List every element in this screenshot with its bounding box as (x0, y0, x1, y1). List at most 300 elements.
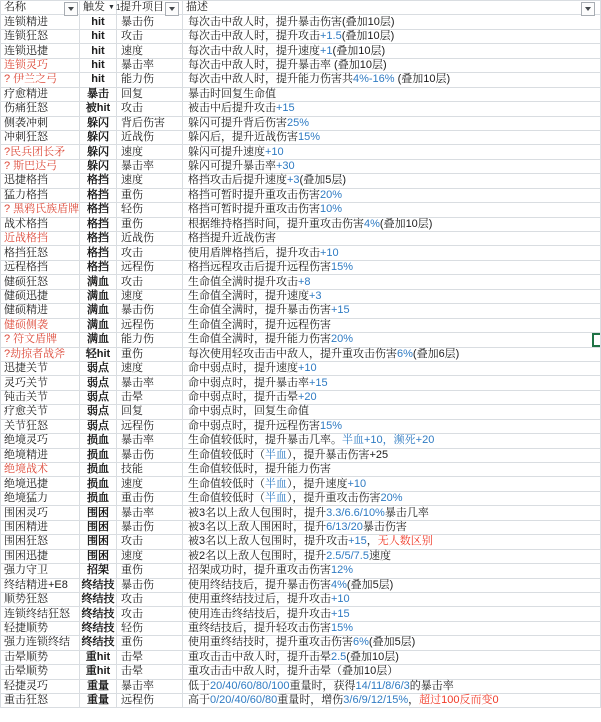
description-cell[interactable] (183, 491, 601, 505)
table-row (1, 463, 601, 477)
table-row (1, 44, 601, 58)
description-cell[interactable] (183, 665, 601, 679)
description-segment: 半血 (265, 448, 287, 461)
name-cell[interactable]: 连锁精进 (1, 15, 80, 29)
table-row (1, 318, 601, 332)
description-cell[interactable] (183, 116, 601, 130)
sort-filter-icon[interactable]: ▼1 (108, 3, 121, 13)
description-cell[interactable] (183, 419, 601, 433)
description-segment: 生命值较低时（ (188, 477, 265, 490)
trigger-cell[interactable]: 躲闪 (80, 130, 117, 144)
description-segment: 2.5/5/7.5 (326, 549, 369, 562)
header-cell-trigger[interactable] (80, 1, 121, 15)
description-segment: 10% (320, 203, 343, 216)
stat-cell[interactable]: 攻击 (117, 275, 183, 289)
trigger-cell[interactable]: 损血 (80, 448, 117, 462)
description-cell[interactable] (183, 232, 601, 246)
description-cell[interactable] (183, 289, 601, 303)
description-cell[interactable] (183, 650, 601, 664)
table-row (1, 232, 601, 246)
table-row (1, 347, 601, 361)
description-segment: ），提升重攻击伤害 (287, 492, 381, 505)
trigger-cell[interactable]: 躲闪 (80, 159, 117, 173)
stat-cell[interactable]: 暴击伤 (117, 448, 183, 462)
table-row (1, 275, 601, 289)
description-cell[interactable] (183, 260, 601, 274)
stat-cell[interactable]: 暴击率 (117, 58, 183, 72)
stat-cell[interactable]: 远程伤 (117, 419, 183, 433)
name-cell[interactable]: 连锁狂怒 (1, 29, 80, 43)
table-row (1, 477, 601, 491)
name-cell[interactable]: 连锁灵巧 (1, 58, 80, 72)
trigger-cell[interactable]: 轻hit (80, 347, 117, 361)
name-cell[interactable]: ? 伊兰之弓 (1, 73, 80, 87)
description-segment: 6/13/20 (326, 520, 363, 533)
description-segment: 重量时，增伤 (277, 694, 344, 707)
trigger-cell[interactable]: 暴击 (80, 87, 117, 101)
name-cell[interactable]: 侧袭冲刺 (1, 116, 80, 130)
name-cell[interactable]: 健硕迅捷 (1, 289, 80, 303)
description-cell[interactable] (183, 44, 601, 58)
description-segment: 使用重终结技过后，提升攻击 (188, 593, 331, 606)
name-cell[interactable]: 关节狂怒 (1, 419, 80, 433)
trigger-cell[interactable]: 格挡 (80, 246, 117, 260)
stat-cell[interactable]: 速度 (117, 549, 183, 563)
table-row (1, 333, 601, 347)
stat-cell[interactable]: 击晕 (117, 665, 183, 679)
trigger-cell[interactable]: 躲闪 (80, 116, 117, 130)
description-cell[interactable] (183, 15, 601, 29)
name-cell[interactable]: 健硕狂怒 (1, 275, 80, 289)
stat-cell[interactable]: 速度 (117, 174, 183, 188)
name-cell[interactable]: ? 斯巴达弓 (1, 159, 80, 173)
stat-cell[interactable]: 暴击率 (117, 679, 183, 693)
name-cell[interactable]: 迅捷关节 (1, 361, 80, 375)
name-cell[interactable]: 轻捷灵巧 (1, 679, 80, 693)
table-row (1, 102, 601, 116)
description-segment: (叠加10层) (332, 44, 386, 57)
trigger-cell[interactable]: 满血 (80, 289, 117, 303)
stat-cell[interactable]: 击晕 (117, 390, 183, 404)
table-row (1, 665, 601, 679)
trigger-cell[interactable]: 围困 (80, 520, 117, 534)
table-row (1, 506, 601, 520)
name-cell[interactable]: ? 符文盾牌 (1, 333, 80, 347)
stat-cell[interactable]: 重击伤 (117, 491, 183, 505)
stat-cell[interactable]: 回复 (117, 405, 183, 419)
name-cell[interactable]: 强力守卫 (1, 564, 80, 578)
name-cell[interactable]: 围困精进 (1, 520, 80, 534)
description-segment: 12% (331, 564, 354, 577)
table-row (1, 636, 601, 650)
description-segment: 25% (287, 116, 310, 129)
table-body (1, 15, 601, 708)
stat-cell[interactable]: 近战伤 (117, 232, 183, 246)
description-segment: (叠加5层) (346, 578, 394, 591)
name-cell[interactable]: 重击狂怒 (1, 694, 80, 708)
stat-cell[interactable]: 轻伤 (117, 621, 183, 635)
description-segment: 6% (397, 347, 413, 360)
description-cell[interactable] (183, 535, 601, 549)
table-row (1, 361, 601, 375)
description-cell[interactable] (183, 376, 601, 390)
description-segment: 暴击几率 (384, 506, 429, 519)
name-cell[interactable]: 绝境灵巧 (1, 434, 80, 448)
stat-cell[interactable]: 暴击率 (117, 434, 183, 448)
stat-cell[interactable]: 速度 (117, 477, 183, 491)
description-segment: 3/6/9/12/15% (343, 694, 409, 707)
description-segment: (叠加10层) (394, 73, 451, 86)
table-row (1, 289, 601, 303)
stat-cell[interactable]: 回复 (117, 87, 183, 101)
description-segment: +1 (320, 44, 333, 57)
stat-cell[interactable]: 暴击伤 (117, 15, 183, 29)
table-row (1, 130, 601, 144)
filter-button-name[interactable] (64, 2, 78, 16)
name-cell[interactable]: 围困狂怒 (1, 535, 80, 549)
table-row (1, 549, 601, 563)
name-cell[interactable]: ? 黑鸦氏族盾牌 (1, 203, 80, 217)
trigger-cell[interactable]: 围困 (80, 506, 117, 520)
table-row (1, 260, 601, 274)
name-cell[interactable]: 击晕顺势 (1, 650, 80, 664)
stat-cell[interactable]: 重伤 (117, 217, 183, 231)
name-cell[interactable]: ?劫掠者战斧 (1, 347, 80, 361)
description-segment: 命中弱点时，回复生命值 (188, 405, 309, 418)
stat-cell[interactable]: 能力伤 (117, 73, 183, 87)
table-row (1, 535, 601, 549)
description-cell[interactable] (183, 246, 601, 260)
table-row (1, 58, 601, 72)
description-segment: +15 (276, 102, 295, 115)
stat-cell[interactable]: 近战伤 (117, 130, 183, 144)
name-cell[interactable]: 围困灵巧 (1, 506, 80, 520)
name-cell[interactable]: 格挡狂怒 (1, 246, 80, 260)
stat-cell[interactable]: 攻击 (117, 592, 183, 606)
description-cell[interactable] (183, 87, 601, 101)
table-row (1, 621, 601, 635)
description-cell[interactable] (183, 174, 601, 188)
trigger-cell[interactable]: 格挡 (80, 260, 117, 274)
filter-button-desc[interactable] (581, 2, 595, 16)
description-cell[interactable] (183, 130, 601, 144)
description-cell[interactable] (183, 318, 601, 332)
trigger-cell[interactable]: 损血 (80, 434, 117, 448)
header-cell-name[interactable] (1, 1, 80, 15)
trigger-cell[interactable]: 围困 (80, 535, 117, 549)
name-cell[interactable]: 战术格挡 (1, 217, 80, 231)
trigger-cell[interactable]: 招架 (80, 564, 117, 578)
description-segment: 被3名以上敌人围困时，提升 (188, 520, 327, 533)
stat-cell[interactable]: 攻击 (117, 607, 183, 621)
trigger-cell[interactable]: 损血 (80, 463, 117, 477)
stat-cell[interactable]: 重伤 (117, 188, 183, 202)
name-cell[interactable]: 围困迅捷 (1, 549, 80, 563)
name-cell[interactable]: 绝境精进 (1, 448, 80, 462)
trigger-cell[interactable]: 损血 (80, 491, 117, 505)
stat-cell[interactable]: 速度 (117, 145, 183, 159)
table-row (1, 29, 601, 43)
trigger-cell[interactable]: 躲闪 (80, 145, 117, 159)
trigger-cell[interactable]: 格挡 (80, 232, 117, 246)
stat-cell[interactable]: 速度 (117, 289, 183, 303)
description-segment: 4%-16% (353, 73, 395, 86)
stat-cell[interactable]: 轻伤 (117, 203, 183, 217)
trigger-cell[interactable]: 损血 (80, 477, 117, 491)
description-segment: (叠加6层) (412, 347, 460, 360)
trigger-cell[interactable]: 终结技 (81, 593, 115, 606)
name-cell[interactable]: 猛力格挡 (1, 188, 80, 202)
description-cell[interactable] (183, 159, 601, 173)
name-cell[interactable]: 轻捷顺势 (1, 621, 80, 635)
description-segment: +15 (348, 535, 367, 548)
description-segment: ， (408, 694, 420, 707)
trigger-cell[interactable]: 弱点 (80, 405, 117, 419)
description-cell[interactable] (183, 520, 601, 534)
trigger-cell[interactable]: 重hit (80, 650, 117, 664)
stat-cell[interactable]: 速度 (117, 44, 183, 58)
name-cell[interactable]: 远程格挡 (1, 260, 80, 274)
description-cell[interactable] (183, 679, 601, 693)
trigger-cell[interactable]: 重量 (80, 694, 117, 708)
description-segment: ， (366, 535, 378, 548)
description-segment: +10 (265, 145, 284, 158)
description-cell[interactable] (183, 607, 601, 621)
trigger-cell[interactable]: 满血 (80, 333, 117, 347)
name-cell[interactable]: 强力连锁终结 (1, 636, 80, 650)
trigger-cell[interactable]: 被hit (80, 102, 117, 116)
description-segment: 4% (331, 578, 347, 591)
description-segment: 生命值全满时，提升速度 (188, 289, 309, 302)
stat-cell[interactable]: 重伤 (117, 347, 183, 361)
name-cell[interactable]: 疗愈关节 (1, 405, 80, 419)
description-cell[interactable] (183, 217, 601, 231)
description-segment: 14/11/8/6/3 (355, 679, 410, 692)
stat-cell[interactable]: 能力伤 (117, 333, 183, 347)
description-segment: 半血 (265, 492, 287, 505)
stat-cell[interactable]: 暴击率 (117, 159, 183, 173)
name-cell[interactable]: 连锁终结狂怒 (1, 607, 80, 621)
description-segment: 生命值较低时（ (188, 492, 265, 505)
name-cell[interactable]: 冲刺狂怒 (1, 130, 80, 144)
description-segment: 超过100反而变0 (419, 694, 499, 707)
trigger-cell[interactable]: hit (80, 73, 117, 87)
stat-cell[interactable]: 暴击率 (117, 376, 183, 390)
name-cell[interactable]: 绝境迅捷 (1, 477, 80, 491)
description-cell[interactable] (183, 694, 601, 708)
stat-cell[interactable]: 远程伤 (117, 694, 183, 708)
stat-cell[interactable]: 技能 (117, 463, 183, 477)
table-row (1, 145, 601, 159)
name-cell[interactable]: ?民兵团长矛 (1, 145, 80, 159)
table-row (1, 578, 601, 592)
stat-cell[interactable]: 背后伤害 (117, 116, 183, 130)
name-cell[interactable]: 疗愈精进 (1, 87, 80, 101)
header-trigger-label: 触发 (83, 1, 105, 14)
description-segment: 半血 (265, 477, 287, 490)
header-desc-label: 描述 (186, 1, 208, 14)
description-segment: 使用重终结技时，提升重攻击伤害 (188, 636, 353, 649)
description-segment: 暴击伤害 (362, 520, 407, 533)
trigger-cell[interactable]: 格挡 (80, 203, 117, 217)
trigger-cell[interactable]: 弱点 (80, 361, 117, 375)
table-row (1, 87, 601, 101)
description-cell[interactable] (183, 58, 601, 72)
description-segment: 生命值全满时，提升能力伤害 (188, 333, 331, 346)
trigger-cell[interactable]: 弱点 (80, 419, 117, 433)
name-cell[interactable]: 健硕侧袭 (1, 318, 80, 332)
trigger-cell[interactable]: hit (80, 58, 117, 72)
name-cell[interactable]: 顺势狂怒 (1, 592, 80, 606)
description-segment: 0/20/40/60/80 (210, 694, 278, 707)
stat-cell[interactable]: 重伤 (117, 636, 183, 650)
stat-cell[interactable]: 暴击伤 (117, 304, 183, 318)
table-row (1, 592, 601, 606)
trigger-cell[interactable]: 格挡 (80, 217, 117, 231)
description-segment: 每次使用轻攻击击中敌人，提升重攻击伤害 (188, 347, 397, 360)
stat-cell[interactable]: 攻击 (117, 535, 183, 549)
table-row (1, 159, 601, 173)
description-cell[interactable] (183, 347, 601, 361)
stat-cell[interactable]: 攻击 (117, 29, 183, 43)
description-segment: 15% (331, 622, 354, 635)
description-segment: 每次击中敌人时，提升速度 (188, 44, 320, 57)
trigger-cell[interactable]: 终结技 (81, 636, 115, 649)
description-cell[interactable] (183, 621, 601, 635)
stat-cell[interactable]: 暴击伤 (117, 520, 183, 534)
description-cell[interactable] (183, 477, 601, 491)
name-cell[interactable]: 连锁迅捷 (1, 44, 80, 58)
description-segment: 被击中后提升攻击 (188, 102, 276, 115)
stat-cell[interactable]: 击晕 (117, 650, 183, 664)
name-cell[interactable]: 绝境猛力 (1, 491, 80, 505)
stat-cell[interactable]: 攻击 (117, 246, 183, 260)
description-cell[interactable] (183, 29, 601, 43)
description-cell[interactable] (183, 549, 601, 563)
description-cell[interactable] (183, 275, 601, 289)
trigger-cell[interactable]: 弱点 (80, 390, 117, 404)
description-segment: +15 (309, 376, 328, 389)
description-cell[interactable] (183, 448, 601, 462)
table-row (1, 304, 601, 318)
description-segment: 被3名以上敌人包围时，提升 (188, 506, 327, 519)
filter-button-stat[interactable] (165, 2, 179, 16)
trigger-cell[interactable]: 满血 (80, 318, 117, 332)
description-cell[interactable] (183, 390, 601, 404)
header-cell-stat[interactable] (117, 1, 183, 15)
description-cell[interactable] (183, 578, 601, 592)
trigger-cell[interactable]: 格挡 (80, 188, 117, 202)
name-cell[interactable]: 击晕顺势 (1, 665, 80, 679)
description-segment: 15% (298, 131, 321, 144)
description-segment: 躲闪可提升背后伤害 (188, 116, 287, 129)
stat-cell[interactable]: 远程伤 (117, 318, 183, 332)
stat-cell[interactable]: 暴击率 (117, 506, 183, 520)
stat-cell[interactable]: 远程伤 (117, 260, 183, 274)
description-cell[interactable] (183, 636, 601, 650)
description-cell[interactable] (183, 463, 601, 477)
description-segment: ），提升暴击伤害+25 (287, 448, 389, 461)
description-cell[interactable] (183, 592, 601, 606)
description-segment: 生命值全满时，提升暴击伤害 (188, 304, 331, 317)
description-segment: 4% (364, 217, 380, 230)
description-cell[interactable] (183, 203, 601, 217)
description-cell[interactable] (183, 405, 601, 419)
description-segment: 格挡远程攻击后提升远程伤害 (188, 261, 331, 274)
description-cell[interactable] (183, 304, 601, 318)
description-segment: 格挡提升近战伤害 (188, 232, 276, 245)
table-row (1, 203, 601, 217)
table-row (1, 448, 601, 462)
trigger-cell[interactable]: 满血 (80, 275, 117, 289)
stat-cell[interactable]: 暴击伤 (117, 578, 183, 592)
stat-cell[interactable]: 重伤 (117, 564, 183, 578)
table-row (1, 73, 601, 87)
name-cell[interactable]: 钝击关节 (1, 390, 80, 404)
stat-cell[interactable]: 速度 (117, 361, 183, 375)
description-cell[interactable] (183, 188, 601, 202)
description-segment: +20 (298, 391, 317, 404)
trigger-cell[interactable]: 弱点 (80, 376, 117, 390)
table-row (1, 15, 601, 29)
description-cell[interactable] (183, 434, 601, 448)
stat-cell[interactable]: 攻击 (117, 102, 183, 116)
description-segment: 格挡攻击后提升速度 (188, 174, 287, 187)
description-segment: 低于 (188, 679, 210, 692)
name-cell[interactable]: 灵巧关节 (1, 376, 80, 390)
trigger-cell[interactable]: hit (80, 15, 117, 29)
description-cell[interactable] (183, 506, 601, 520)
table-row (1, 650, 601, 664)
description-segment: (叠加5层) (368, 636, 416, 649)
description-segment: 每次击中敌人时，提升暴击率 (叠加10层) (188, 58, 387, 71)
trigger-cell[interactable]: 围困 (80, 549, 117, 563)
description-segment: 命中弱点时，提升远程伤害 (188, 419, 320, 432)
name-cell[interactable]: 终结精进+E8 (1, 578, 80, 592)
trigger-cell[interactable]: 终结技 (81, 622, 115, 635)
trigger-cell[interactable]: 满血 (80, 304, 117, 318)
trigger-cell[interactable]: 格挡 (80, 174, 117, 188)
trigger-cell[interactable]: hit (80, 44, 117, 58)
table-row (1, 491, 601, 505)
trigger-cell[interactable]: 重量 (80, 679, 117, 693)
table-row (1, 679, 601, 693)
description-cell[interactable] (183, 73, 601, 87)
description-cell[interactable] (183, 361, 601, 375)
trigger-cell[interactable]: 终结技 (81, 578, 115, 591)
trigger-cell[interactable]: 重hit (80, 665, 117, 679)
description-cell[interactable] (183, 145, 601, 159)
header-stat-label: 提升项目 (120, 1, 164, 14)
table-row (1, 694, 601, 708)
description-segment: (叠加5层) (299, 174, 346, 187)
name-cell[interactable]: 伤痛狂怒 (1, 102, 80, 116)
description-cell[interactable] (183, 333, 601, 347)
trigger-cell[interactable]: 终结技 (81, 607, 115, 620)
description-cell[interactable] (183, 564, 601, 578)
description-cell[interactable] (183, 102, 601, 116)
trigger-cell[interactable]: hit (80, 29, 117, 43)
name-cell[interactable]: 迅捷格挡 (1, 174, 80, 188)
description-segment: 被2名以上敌人包围时，提升 (188, 549, 327, 562)
header-cell-desc[interactable] (183, 1, 601, 15)
description-segment: +30 (276, 160, 295, 173)
name-cell[interactable]: 近战格挡 (1, 232, 80, 246)
name-cell[interactable]: 健硕精进 (1, 304, 80, 318)
description-segment: +8 (298, 275, 311, 288)
name-cell[interactable]: 绝境战术 (1, 463, 80, 477)
table-row (1, 564, 601, 578)
